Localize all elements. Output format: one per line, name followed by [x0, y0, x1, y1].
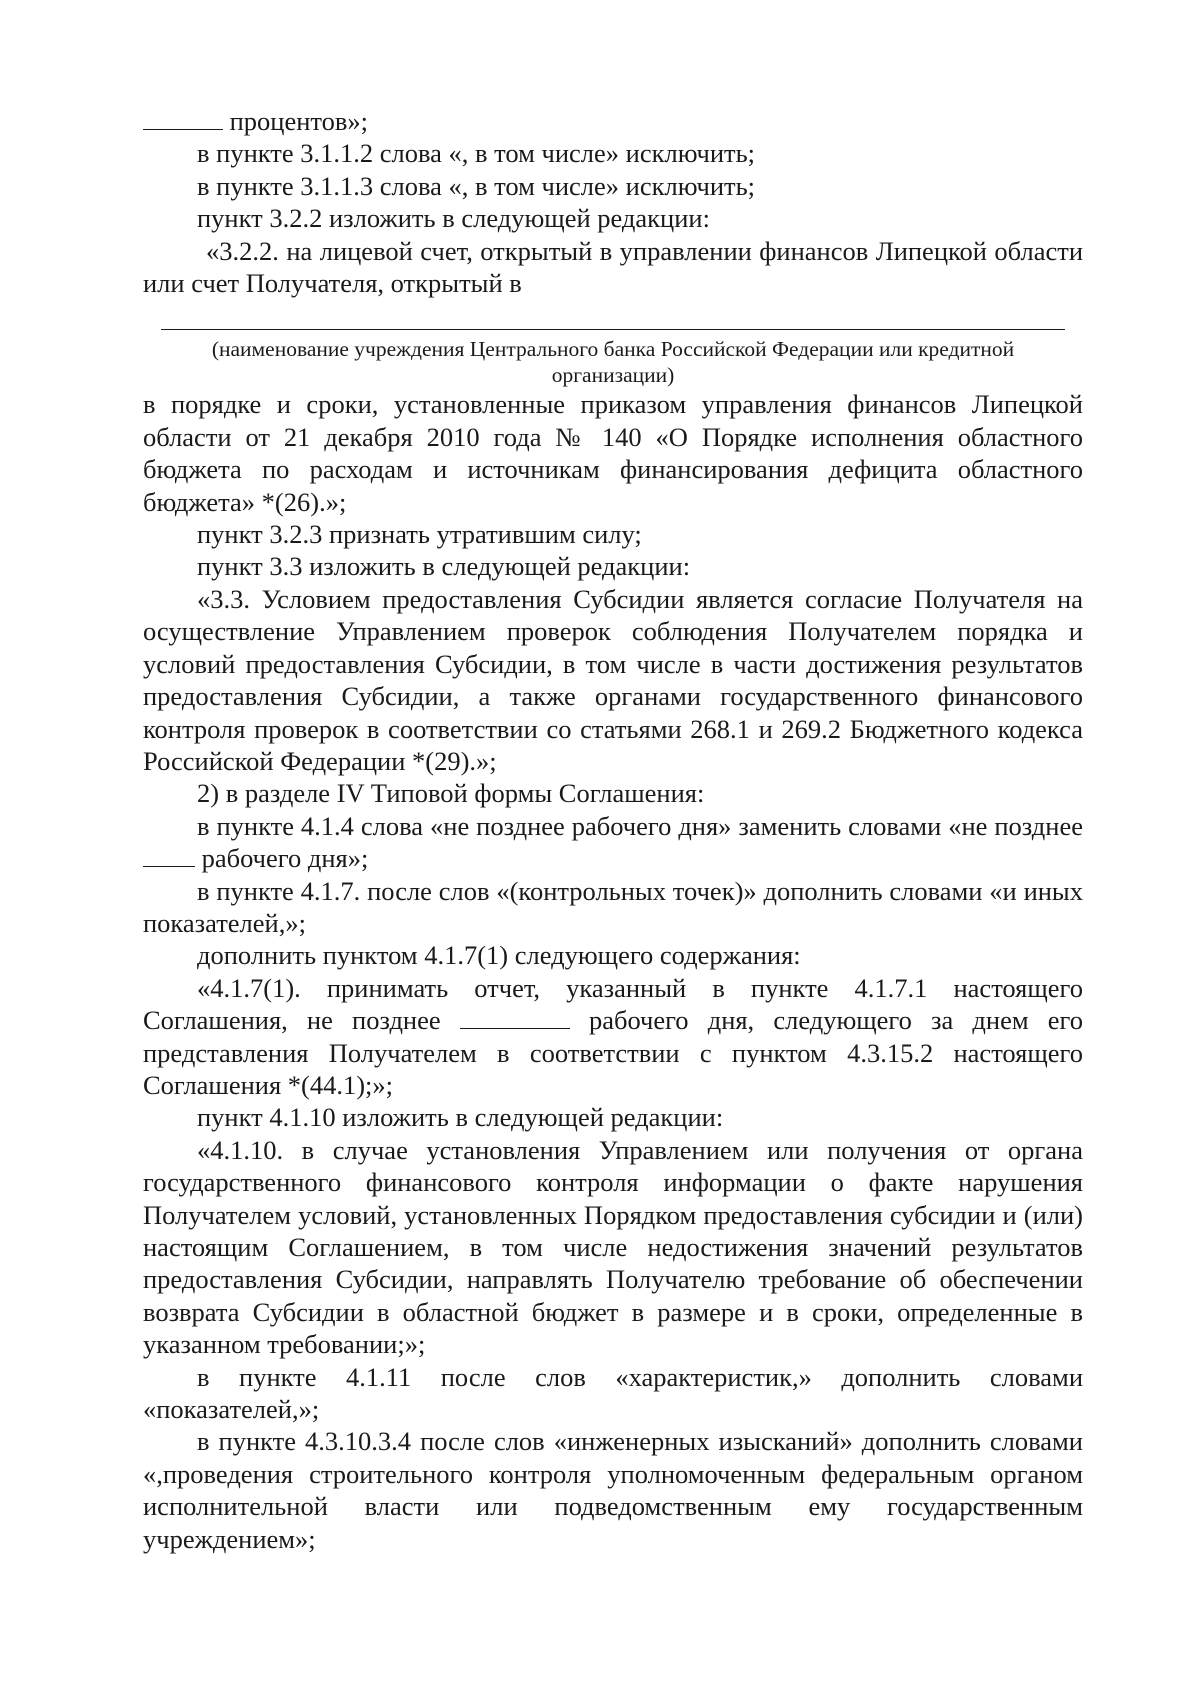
- paragraph-1: в пункте 3.1.1.2 слова «, в том числе» исключить;: [197, 138, 756, 169]
- paragraph-10: в пункте 4.1.4 слова «не позднее рабочего дня» заменить словами «не позднее рабочего дня»;: [143, 810, 1083, 875]
- paragraph-15: «4.1.10. в случае установления Управлением или получения от органа государственного финансового контроля информации о факте нарушения Получателем условий, установленных Порядком предоставления субсидии и (или) настоящим Соглашением, в том числе недостижения значений результатов предоставления Субсидии, направлять Получателю требование об обеспечении возврата Субсидии в областной бюджет в размере и в сроки, определенные в указанном требовании;»;: [143, 1134, 1083, 1360]
- paragraph-6: пункт 3.2.3 признать утратившим силу;: [197, 519, 642, 550]
- blank-field: [143, 844, 195, 867]
- fill-in-block: [143, 329, 1083, 388]
- paragraph-9: 2) в разделе IV Типовой формы Соглашения:: [197, 778, 705, 809]
- paragraph-3: пункт 3.2.2 изложить в следующей редакции:: [197, 203, 710, 234]
- fill-in-caption: (наименование учреждения Центрального банка Российской Федерации или кредитной организации): [211, 337, 1015, 388]
- paragraph-7: пункт 3.3 изложить в следующей редакции:: [197, 551, 691, 582]
- paragraph-11: в пункте 4.1.7. после слов «(контрольных точек)» дополнить словами «и иных показателей,»;: [143, 875, 1083, 938]
- blank-field: [143, 107, 223, 130]
- fill-in-line: [161, 329, 1065, 330]
- paragraph-14: пункт 4.1.10 изложить в следующей редакции:: [197, 1102, 724, 1133]
- paragraph-5: в порядке и сроки, установленные приказом управления финансов Липецкой области от 21 декабря 2010 года № 140 «О Порядке исполнения областного бюджета по расходам и источникам финансирования дефицита областного бюджета» *(26).»;: [143, 389, 1083, 517]
- blank-field: [460, 1006, 570, 1029]
- paragraph-8: «3.3. Условием предоставления Субсидии является согласие Получателя на осуществление Управлением проверок соблюдения Получателем порядка и условий предоставления Субсидии, в том числе в части достижения результатов предоставления Субсидии, а также органами государственного финансового контроля проверок в соответствии со статьями 268.1 и 269.2 Бюджетного кодекса Российской Федерации *(29).»;: [143, 583, 1083, 776]
- document-page: [143, 105, 1083, 1555]
- paragraph-0: процентов»;: [143, 105, 1083, 137]
- paragraph-16: в пункте 4.1.11 после слов «характеристик,» дополнить словами «показателей,»;: [143, 1361, 1083, 1425]
- paragraph-2: в пункте 3.1.1.3 слова «, в том числе» исключить;: [197, 170, 756, 201]
- paragraph-12: дополнить пунктом 4.1.7(1) следующего содержания:: [197, 940, 801, 971]
- paragraph-17: в пункте 4.3.10.3.4 после слов «инженерных изысканий» дополнить словами «,проведения строительного контроля уполномоченным федеральным органом исполнительной власти или подведомственным ему государственным учреждением»;: [143, 1426, 1083, 1554]
- paragraph-13: «4.1.7(1). принимать отчет, указанный в пункте 4.1.7.1 настоящего Соглашения, не позднее рабочего дня, следующего за днем его представления Получателем в соответствии с пунктом 4.3.15.2 настоящего Соглашения *(44.1);»;: [143, 972, 1083, 1100]
- paragraph-4: «3.2.2. на лицевой счет, открытый в управлении финансов Липецкой области или счет Получателя, открытый в: [143, 235, 1083, 299]
